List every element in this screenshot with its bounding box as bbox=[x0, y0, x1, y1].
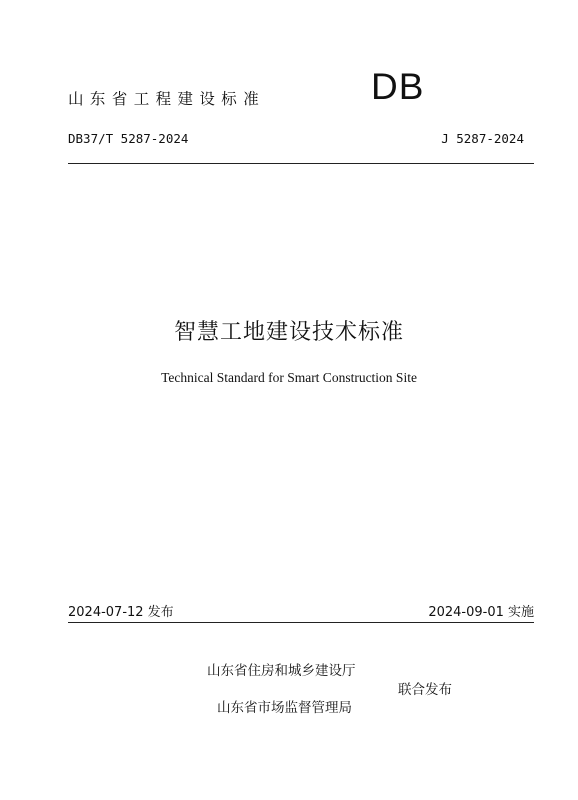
publish-date: 2024-07-12 发布 bbox=[68, 605, 174, 620]
standard-code: DB37/T 5287-2024 bbox=[68, 131, 189, 146]
document-title-english: Technical Standard for Smart Construction Site bbox=[161, 370, 417, 385]
document-title-chinese: 智慧工地建设技术标准 bbox=[173, 320, 404, 345]
issuer-market-bureau: 山东省市场监督管理局 bbox=[217, 700, 352, 716]
db-mark: DB bbox=[371, 66, 425, 107]
issuer-housing-dept: 山东省住房和城乡建设厅 bbox=[207, 663, 356, 679]
record-number: J 5287-2024 bbox=[441, 131, 524, 146]
top-divider bbox=[68, 163, 534, 164]
bottom-divider bbox=[68, 622, 534, 623]
implement-date: 2024-09-01 实施 bbox=[428, 605, 534, 620]
joint-issue-label: 联合发布 bbox=[398, 682, 452, 698]
standard-category: 山东省工程建设标准 bbox=[68, 90, 266, 108]
